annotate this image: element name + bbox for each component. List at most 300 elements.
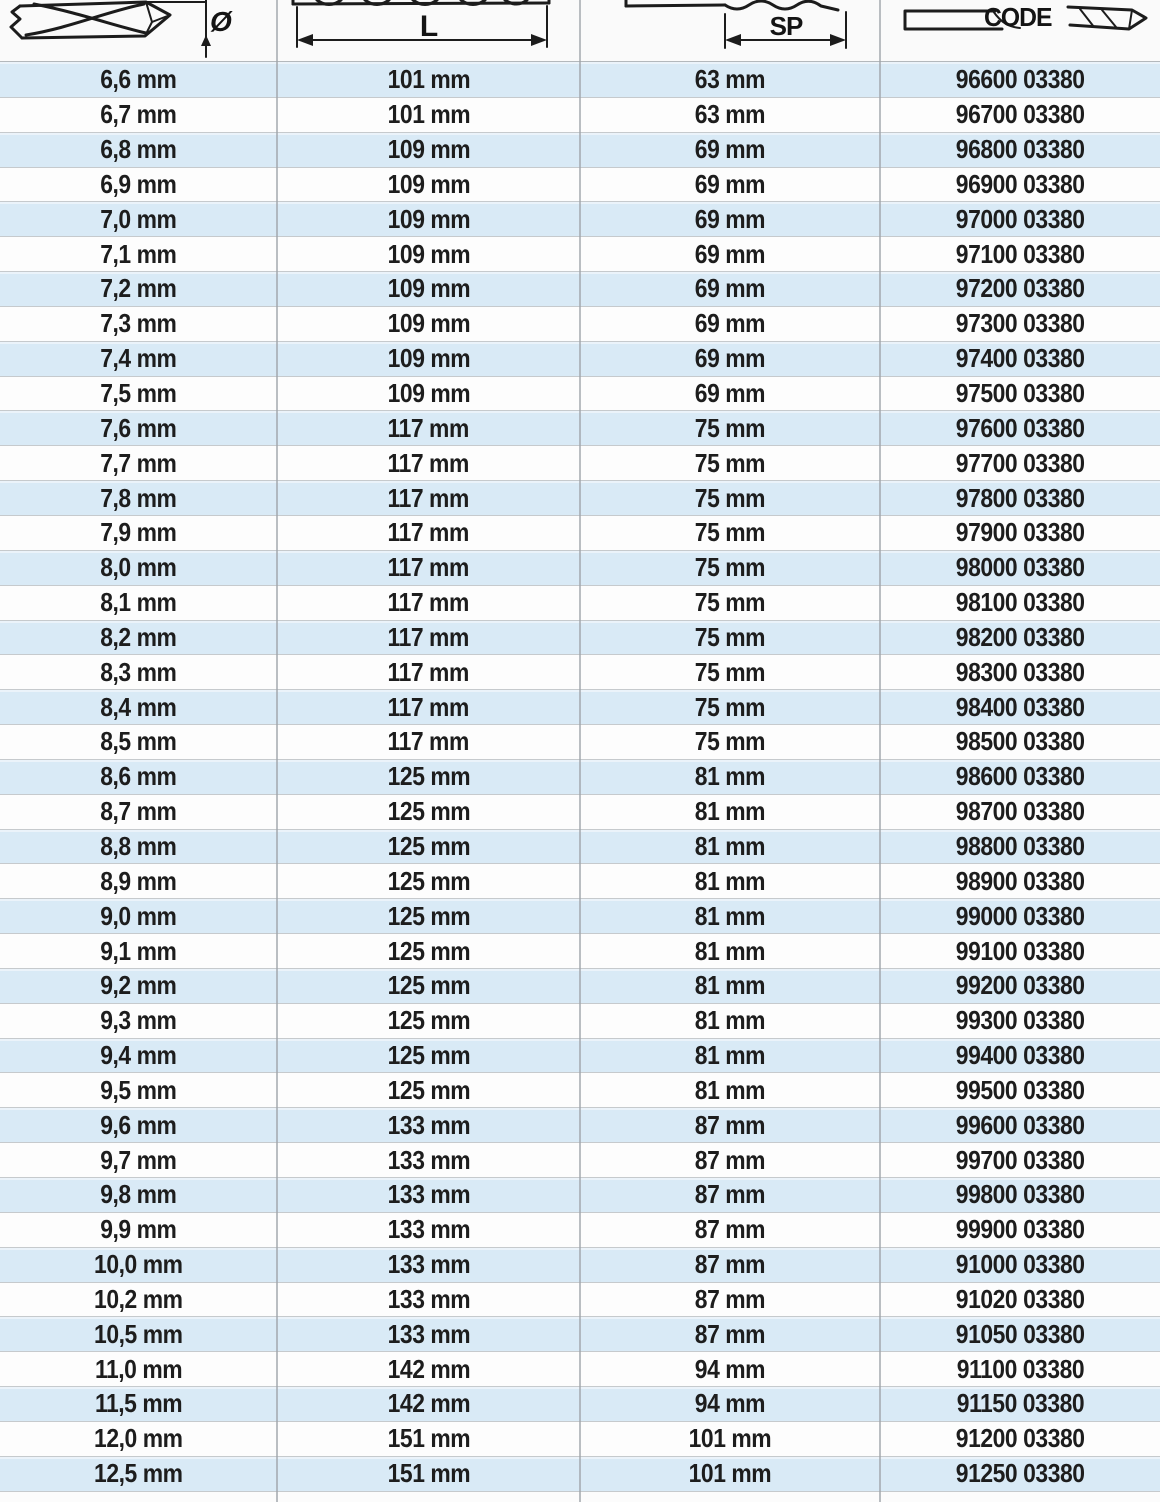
diameter-value: 7,7 mm [100,447,177,478]
length-cell [277,1283,580,1317]
spiral-column-header [580,0,880,61]
diameter-cell [0,411,277,445]
diameter-value: 8,9 mm [100,865,177,896]
code-value: 98200 03380 [955,621,1085,652]
length-cell [277,621,580,655]
length-value: 142 mm [387,1353,470,1384]
diameter-cell [0,725,277,759]
length-cell [277,586,580,620]
drill-diameter-icon [0,0,277,61]
spiral-cell [580,1213,880,1247]
length-value: 117 mm [387,447,470,478]
length-cell [277,1213,580,1247]
length-value: 133 mm [387,1144,470,1175]
length-cell [277,1073,580,1107]
code-cell [880,899,1160,933]
diameter-cell [0,690,277,724]
spiral-cell [580,1073,880,1107]
drill-spiral-length-icon [580,0,880,61]
code-value: 97800 03380 [955,482,1085,513]
code-cell [880,446,1160,480]
spiral-cell [580,1248,880,1282]
length-value: 133 mm [387,1214,470,1245]
diameter-cell [0,202,277,236]
spiral-cell [580,1108,880,1142]
code-cell [880,1387,1160,1421]
spiral-value: 69 mm [694,378,766,409]
code-value: 97200 03380 [955,273,1085,304]
length-value: 109 mm [387,168,470,199]
length-cell [277,1143,580,1177]
code-value: 99300 03380 [955,1005,1085,1036]
spiral-value: 81 mm [694,865,766,896]
length-value: 117 mm [387,656,470,687]
code-value: 98900 03380 [955,865,1085,896]
code-cell [880,1143,1160,1177]
length-cell [277,307,580,341]
diameter-value: 9,2 mm [100,970,177,1001]
spiral-value: 101 mm [688,1458,772,1489]
length-value: 125 mm [387,935,470,966]
diameter-cell [0,1039,277,1073]
length-cell [277,202,580,236]
spiral-cell [580,899,880,933]
code-label: CODE [984,2,1052,32]
spiral-value: 87 mm [694,1214,766,1245]
code-cell [880,62,1160,97]
code-value: 99800 03380 [955,1179,1085,1210]
code-value: 91150 03380 [956,1388,1084,1419]
spiral-cell [580,725,880,759]
spiral-cell [580,621,880,655]
code-cell [880,1283,1160,1317]
diameter-cell [0,934,277,968]
spiral-cell [580,1039,880,1073]
spiral-value: 81 mm [694,1040,766,1071]
spiral-cell [580,1317,880,1351]
length-value: 101 mm [387,99,470,130]
length-value: 117 mm [387,691,470,722]
spiral-cell [580,342,880,376]
spiral-cell [580,237,880,271]
spiral-value: 69 mm [694,203,766,234]
code-value: 96800 03380 [955,134,1085,165]
spiral-value: 81 mm [694,1074,766,1105]
code-value: 97500 03380 [955,378,1085,409]
code-cell [880,516,1160,550]
length-cell [277,168,580,202]
code-cell [880,237,1160,271]
diameter-cell [0,342,277,376]
spiral-cell [580,830,880,864]
code-cell [880,934,1160,968]
diameter-cell [0,98,277,132]
spiral-value: 81 mm [694,830,766,861]
spiral-value: 81 mm [694,900,766,931]
length-value: 109 mm [387,378,470,409]
spiral-cell [580,307,880,341]
length-value: 117 mm [387,726,470,757]
length-cell [277,1108,580,1142]
spiral-value: 75 mm [694,621,766,652]
length-value: 109 mm [387,203,470,234]
length-cell [277,1004,580,1038]
spiral-cell [580,1457,880,1491]
spiral-cell [580,1352,880,1386]
diameter-value: 9,8 mm [100,1179,177,1210]
length-cell [277,98,580,132]
spiral-value: 94 mm [694,1353,766,1384]
spiral-cell [580,864,880,898]
length-cell [277,516,580,550]
diameter-cell [0,899,277,933]
code-value: 91000 03380 [955,1249,1085,1280]
code-value: 97600 03380 [955,412,1085,443]
length-value: 125 mm [387,900,470,931]
spiral-cell [580,272,880,306]
diameter-cell [0,1387,277,1421]
length-value: 133 mm [387,1318,470,1349]
spiral-cell [580,551,880,585]
code-value: 97300 03380 [955,308,1085,339]
diameter-value: 9,1 mm [100,935,177,966]
length-cell [277,1387,580,1421]
code-cell [880,690,1160,724]
code-cell [880,551,1160,585]
spiral-cell [580,377,880,411]
code-value: 98300 03380 [955,656,1085,687]
spiral-value: 63 mm [694,99,766,130]
code-cell [880,621,1160,655]
spiral-cell [580,1178,880,1212]
length-cell [277,1422,580,1456]
spiral-cell [580,1004,880,1038]
code-value: 98100 03380 [955,587,1085,618]
spiral-cell [580,655,880,689]
length-value: 109 mm [387,343,470,374]
diameter-value: 8,7 mm [100,796,177,827]
diameter-cell [0,795,277,829]
code-cell [880,98,1160,132]
length-cell [277,133,580,167]
code-cell [880,864,1160,898]
length-cell [277,1352,580,1386]
diameter-cell [0,1004,277,1038]
length-value: 125 mm [387,1005,470,1036]
length-value: 125 mm [387,970,470,1001]
length-cell [277,272,580,306]
spiral-value: 69 mm [694,343,766,374]
spiral-cell [580,795,880,829]
code-value: 96600 03380 [955,63,1085,94]
spiral-value: 69 mm [694,238,766,269]
diameter-cell [0,760,277,794]
spiral-value: 87 mm [694,1109,766,1140]
diameter-cell [0,1108,277,1142]
code-cell [880,202,1160,236]
code-value: 97400 03380 [955,343,1085,374]
diameter-value: 9,7 mm [100,1144,177,1175]
spiral-cell [580,1143,880,1177]
column-divider [276,0,278,1502]
spiral-cell [580,690,880,724]
spiral-cell [580,1422,880,1456]
spiral-cell [580,516,880,550]
length-cell [277,655,580,689]
code-value: 98700 03380 [955,796,1085,827]
diameter-value: 7,4 mm [100,343,177,374]
code-value: 99700 03380 [955,1144,1085,1175]
code-cell [880,1178,1160,1212]
code-cell [880,481,1160,515]
length-cell [277,551,580,585]
length-value: 125 mm [387,761,470,792]
spiral-cell [580,168,880,202]
diameter-value: 9,4 mm [100,1040,177,1071]
code-cell [880,969,1160,1003]
spiral-value: 87 mm [694,1179,766,1210]
diameter-value: 6,9 mm [100,168,177,199]
code-value: 91020 03380 [955,1283,1085,1314]
spiral-value: 75 mm [694,447,766,478]
length-value: 151 mm [387,1423,470,1454]
length-value: 125 mm [387,1040,470,1071]
spiral-value: 81 mm [694,1005,766,1036]
length-value: 109 mm [387,238,470,269]
code-cell [880,1213,1160,1247]
diameter-cell [0,237,277,271]
spiral-value: 69 mm [694,273,766,304]
diameter-cell [0,516,277,550]
length-dimension-label: L [419,10,438,43]
spiral-value: 75 mm [694,412,766,443]
length-cell [277,795,580,829]
length-cell [277,1317,580,1351]
diameter-cell [0,621,277,655]
length-value: 125 mm [387,865,470,896]
length-value: 133 mm [387,1179,470,1210]
diameter-value: 6,6 mm [100,63,177,94]
code-cell [880,586,1160,620]
diameter-symbol: Ø [210,6,231,37]
spiral-value: 75 mm [694,656,766,687]
length-cell [277,830,580,864]
code-value: 99000 03380 [955,900,1085,931]
spiral-value: 81 mm [694,761,766,792]
diameter-cell [0,1457,277,1491]
diameter-cell [0,62,277,97]
code-cell [880,1317,1160,1351]
code-cell [880,760,1160,794]
spiral-value: 75 mm [694,482,766,513]
length-value: 117 mm [387,412,470,443]
code-value: 98000 03380 [955,552,1085,583]
diameter-cell [0,969,277,1003]
code-cell [880,1457,1160,1491]
spiral-value: 87 mm [694,1144,766,1175]
spiral-cell [580,760,880,794]
length-value: 109 mm [387,273,470,304]
length-value: 133 mm [387,1249,470,1280]
length-value: 117 mm [387,587,470,618]
code-cell [880,168,1160,202]
diameter-value: 7,6 mm [100,412,177,443]
code-value: 91100 03380 [956,1353,1084,1384]
diameter-cell [0,1213,277,1247]
length-value: 117 mm [387,621,470,652]
spiral-value: 81 mm [694,796,766,827]
spiral-cell [580,98,880,132]
spiral-value: 81 mm [694,935,766,966]
length-value: 125 mm [387,1074,470,1105]
length-cell [277,760,580,794]
spiral-value: 75 mm [694,517,766,548]
diameter-cell [0,1352,277,1386]
code-value: 99600 03380 [955,1109,1085,1140]
code-cell [880,342,1160,376]
diameter-value: 7,1 mm [100,238,177,269]
code-cell [880,1422,1160,1456]
diameter-value: 8,1 mm [100,587,177,618]
spiral-dimension-label: SP [769,11,803,41]
diameter-value: 8,3 mm [100,656,177,687]
spiral-cell [580,1283,880,1317]
length-cell [277,411,580,445]
spiral-value: 87 mm [694,1318,766,1349]
diameter-value: 8,6 mm [100,761,177,792]
length-value: 151 mm [387,1458,470,1489]
spiral-cell [580,411,880,445]
spiral-cell [580,1387,880,1421]
code-cell [880,307,1160,341]
code-value: 91250 03380 [955,1458,1085,1489]
length-cell [277,690,580,724]
diameter-cell [0,481,277,515]
length-cell [277,1457,580,1491]
length-value: 142 mm [387,1388,470,1419]
code-value: 98400 03380 [955,691,1085,722]
spiral-value: 81 mm [694,970,766,1001]
spiral-cell [580,62,880,97]
spiral-value: 75 mm [694,587,766,618]
length-value: 101 mm [387,63,470,94]
spiral-value: 75 mm [694,726,766,757]
code-value: 99400 03380 [955,1040,1085,1071]
code-value: 98600 03380 [955,761,1085,792]
spiral-value: 94 mm [694,1388,766,1419]
length-cell [277,481,580,515]
spiral-value: 69 mm [694,168,766,199]
code-cell [880,1004,1160,1038]
diameter-cell [0,446,277,480]
diameter-value: 8,5 mm [100,726,177,757]
length-value: 117 mm [387,517,470,548]
spiral-cell [580,481,880,515]
code-cell [880,411,1160,445]
code-column-header [880,0,1160,61]
code-cell [880,1248,1160,1282]
length-cell [277,62,580,97]
diameter-value: 7,0 mm [100,203,177,234]
diameter-value: 6,8 mm [100,134,177,165]
diameter-value: 12,5 mm [94,1458,183,1489]
spiral-value: 69 mm [694,308,766,339]
diameter-value: 9,3 mm [100,1005,177,1036]
spiral-value: 69 mm [694,134,766,165]
length-cell [277,899,580,933]
length-value: 117 mm [387,552,470,583]
code-value: 97000 03380 [955,203,1085,234]
diameter-cell [0,1178,277,1212]
spiral-cell [580,969,880,1003]
diameter-cell [0,1143,277,1177]
length-cell [277,446,580,480]
diameter-value: 6,7 mm [100,99,177,130]
length-value: 133 mm [387,1109,470,1140]
diameter-value: 8,0 mm [100,552,177,583]
diameter-cell [0,830,277,864]
length-cell [277,237,580,271]
diameter-cell [0,168,277,202]
code-value: 96700 03380 [955,99,1085,130]
length-cell [277,1178,580,1212]
diameter-cell [0,133,277,167]
code-cell [880,133,1160,167]
diameter-cell [0,864,277,898]
length-cell [277,1039,580,1073]
diameter-value: 10,5 mm [94,1318,183,1349]
length-value: 125 mm [387,830,470,861]
code-cell [880,1108,1160,1142]
length-value: 109 mm [387,134,470,165]
diameter-column-header [0,0,277,61]
diameter-value: 8,2 mm [100,621,177,652]
code-value: 99900 03380 [955,1214,1085,1245]
diameter-cell [0,377,277,411]
code-value: 99200 03380 [955,970,1085,1001]
diameter-value: 9,5 mm [100,1074,177,1105]
length-cell [277,969,580,1003]
diameter-cell [0,1283,277,1317]
spiral-cell [580,446,880,480]
column-divider [579,0,581,1502]
diameter-cell [0,1073,277,1107]
diameter-value: 9,0 mm [100,900,177,931]
code-value: 98800 03380 [955,830,1085,861]
diameter-value: 7,9 mm [100,517,177,548]
spiral-value: 87 mm [694,1283,766,1314]
diameter-value: 10,0 mm [94,1249,183,1280]
code-cell [880,1073,1160,1107]
diameter-value: 7,3 mm [100,308,177,339]
diameter-cell [0,655,277,689]
diameter-cell [0,551,277,585]
diameter-value: 8,8 mm [100,830,177,861]
spiral-value: 101 mm [688,1423,772,1454]
code-value: 97100 03380 [955,238,1085,269]
diameter-value: 11,5 mm [94,1388,183,1419]
diameter-value: 8,4 mm [100,691,177,722]
spiral-value: 75 mm [694,552,766,583]
spiral-value: 75 mm [694,691,766,722]
code-cell [880,1039,1160,1073]
spiral-cell [580,133,880,167]
diameter-value: 12,0 mm [94,1423,183,1454]
code-cell [880,795,1160,829]
length-value: 133 mm [387,1283,470,1314]
length-value: 109 mm [387,308,470,339]
diameter-cell [0,307,277,341]
